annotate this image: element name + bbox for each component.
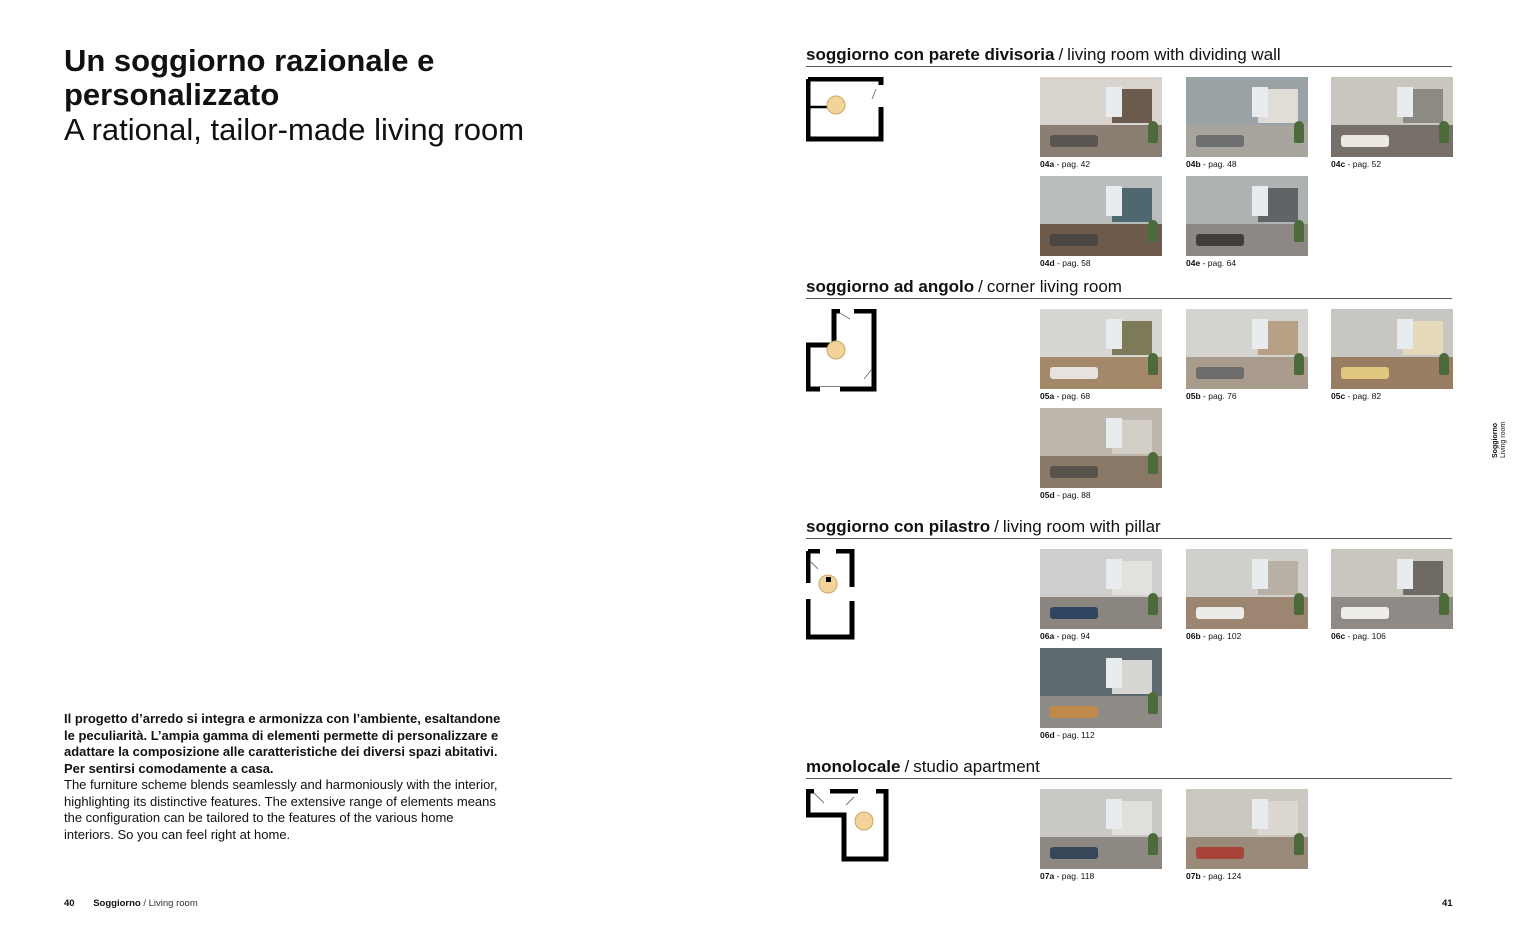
item-page: - pag. 76 (1203, 391, 1237, 401)
item-code: 05b (1186, 391, 1201, 401)
section-title-italian: soggiorno con parete divisoria (806, 45, 1055, 64)
item-code: 06a (1040, 631, 1055, 641)
thumbnail-06d[interactable] (1040, 648, 1162, 740)
page-subtitle: A rational, tailor-made living room (64, 112, 525, 147)
item-code: 04b (1186, 159, 1201, 169)
thumbnail-05b[interactable] (1186, 309, 1308, 401)
section-separator: / (994, 517, 999, 536)
room-photo (1186, 789, 1308, 869)
room-photo (1040, 549, 1162, 629)
item-code: 05a (1040, 391, 1055, 401)
section-separator: / (904, 757, 910, 776)
thumbnail-caption (1040, 490, 1162, 500)
page-title: Un soggiorno razionale e personalizzato (64, 43, 435, 112)
thumbnail-caption (1040, 391, 1162, 401)
room-photo (1040, 789, 1162, 869)
thumbnail-caption (1331, 631, 1453, 641)
section-heading (806, 277, 1452, 299)
item-code: 05d (1040, 490, 1055, 500)
item-page: - pag. 68 (1056, 391, 1091, 401)
side-section-tab (1492, 422, 1508, 458)
section-title-english: living room with pillar (1002, 517, 1161, 536)
floor-plan-dividing-wall-icon (806, 77, 886, 143)
thumbnail-05c[interactable] (1331, 309, 1453, 401)
item-page: - pag. 42 (1056, 159, 1091, 169)
footer-left (64, 898, 198, 909)
section-title-english: corner living room (986, 277, 1122, 296)
room-photo (1186, 176, 1308, 256)
thumbnail-04e[interactable] (1186, 176, 1308, 268)
item-page: - pag. 52 (1347, 159, 1382, 169)
room-photo (1040, 408, 1162, 488)
thumbnail-04b[interactable] (1186, 77, 1308, 169)
footer-separator: / (143, 898, 146, 909)
item-page: - pag. 64 (1202, 258, 1237, 268)
section-studio (806, 757, 1452, 881)
intro-text-english: The furniture scheme blends seamlessly and harmoniously with the interior, highlighting its distinctive features. The extensive range of elements means the configuration can be tailored to the features of the various home interiors. So you can feel right at home. (64, 777, 498, 842)
item-page: - pag. 58 (1057, 258, 1091, 268)
section-corner (806, 277, 1452, 500)
thumbnail-caption (1186, 871, 1308, 881)
room-photo (1331, 77, 1453, 157)
room-photo (1186, 309, 1308, 389)
section-pillar (806, 517, 1452, 740)
room-photo (1040, 176, 1162, 256)
thumbnail-04c[interactable] (1331, 77, 1453, 169)
section-heading (806, 757, 1452, 779)
page-number-left: 40 (64, 898, 75, 909)
item-page: - pag. 82 (1347, 391, 1382, 401)
section-separator: / (978, 277, 983, 296)
item-code: 06d (1040, 730, 1055, 740)
room-photo (1040, 309, 1162, 389)
section-title-italian: soggiorno con pilastro (806, 517, 991, 536)
thumbnail-04a[interactable] (1040, 77, 1162, 169)
thumbnail-06b[interactable] (1186, 549, 1308, 641)
item-code: 04d (1040, 258, 1055, 268)
room-photo (1186, 77, 1308, 157)
thumbnail-04d[interactable] (1040, 176, 1162, 268)
intro-text-italian: Il progetto d’arredo si integra e armonizza con l’ambiente, esaltandone le peculiarità. L’ampia gamma di elementi permette di personalizzare e adattare la composizione alle caratteristiche dei diversi spazi abitativi. Per sentirsi comodamente a casa. (64, 711, 501, 776)
room-photo (1186, 549, 1308, 629)
section-separator: / (1058, 45, 1064, 64)
item-code: 04c (1331, 159, 1346, 169)
section-dividing-wall (806, 45, 1452, 268)
item-code: 04a (1040, 159, 1055, 169)
room-photo (1331, 309, 1453, 389)
floor-plan-pillar-icon (806, 549, 858, 641)
section-heading (806, 45, 1452, 67)
item-code: 07a (1040, 871, 1055, 881)
side-tab-subsection: Living room (1500, 421, 1507, 458)
thumbnail-caption (1331, 391, 1453, 401)
item-code: 06c (1331, 631, 1346, 641)
item-page: - pag. 106 (1347, 631, 1386, 641)
section-title-italian: soggiorno ad angolo (806, 277, 975, 296)
thumbnail-06c[interactable] (1331, 549, 1453, 641)
side-tab-section: Soggiorno (1492, 423, 1499, 458)
thumbnail-05a[interactable] (1040, 309, 1162, 401)
thumbnail-caption (1040, 159, 1162, 169)
room-photo (1040, 648, 1162, 728)
thumbnail-caption (1186, 631, 1308, 641)
section-title-italian: monolocale (806, 757, 901, 776)
thumbnail-07a[interactable] (1040, 789, 1162, 881)
floor-plan-studio-icon (806, 789, 892, 863)
thumbnail-caption (1186, 391, 1308, 401)
room-photo (1040, 77, 1162, 157)
item-page: - pag. 102 (1203, 631, 1242, 641)
item-page: - pag. 124 (1203, 871, 1242, 881)
footer-section: Soggiorno (93, 898, 141, 909)
thumbnail-caption (1040, 871, 1162, 881)
item-code: 05c (1331, 391, 1346, 401)
item-code: 06b (1186, 631, 1201, 641)
item-code: 07b (1186, 871, 1201, 881)
thumbnail-06a[interactable] (1040, 549, 1162, 641)
footer-subsection: Living room (148, 898, 198, 909)
floor-plan-corner-icon (806, 309, 880, 393)
item-page: - pag. 112 (1057, 730, 1095, 740)
item-page: - pag. 88 (1057, 490, 1091, 500)
intro-text (64, 711, 504, 843)
thumbnail-05d[interactable] (1040, 408, 1162, 500)
thumbnail-caption (1186, 159, 1308, 169)
room-photo (1331, 549, 1453, 629)
item-page: - pag. 118 (1056, 871, 1095, 881)
item-code: 04e (1186, 258, 1201, 268)
page-number-right: 41 (1442, 898, 1453, 909)
thumbnail-caption (1040, 730, 1162, 740)
section-title-english: studio apartment (913, 757, 1040, 776)
item-page: - pag. 48 (1203, 159, 1237, 169)
thumbnail-caption (1186, 258, 1308, 268)
thumbnail-07b[interactable] (1186, 789, 1308, 881)
section-heading (806, 517, 1452, 539)
thumbnail-caption (1040, 631, 1162, 641)
item-page: - pag. 94 (1056, 631, 1091, 641)
section-title-english: living room with dividing wall (1067, 45, 1281, 64)
thumbnail-caption (1331, 159, 1453, 169)
thumbnail-caption (1040, 258, 1162, 268)
